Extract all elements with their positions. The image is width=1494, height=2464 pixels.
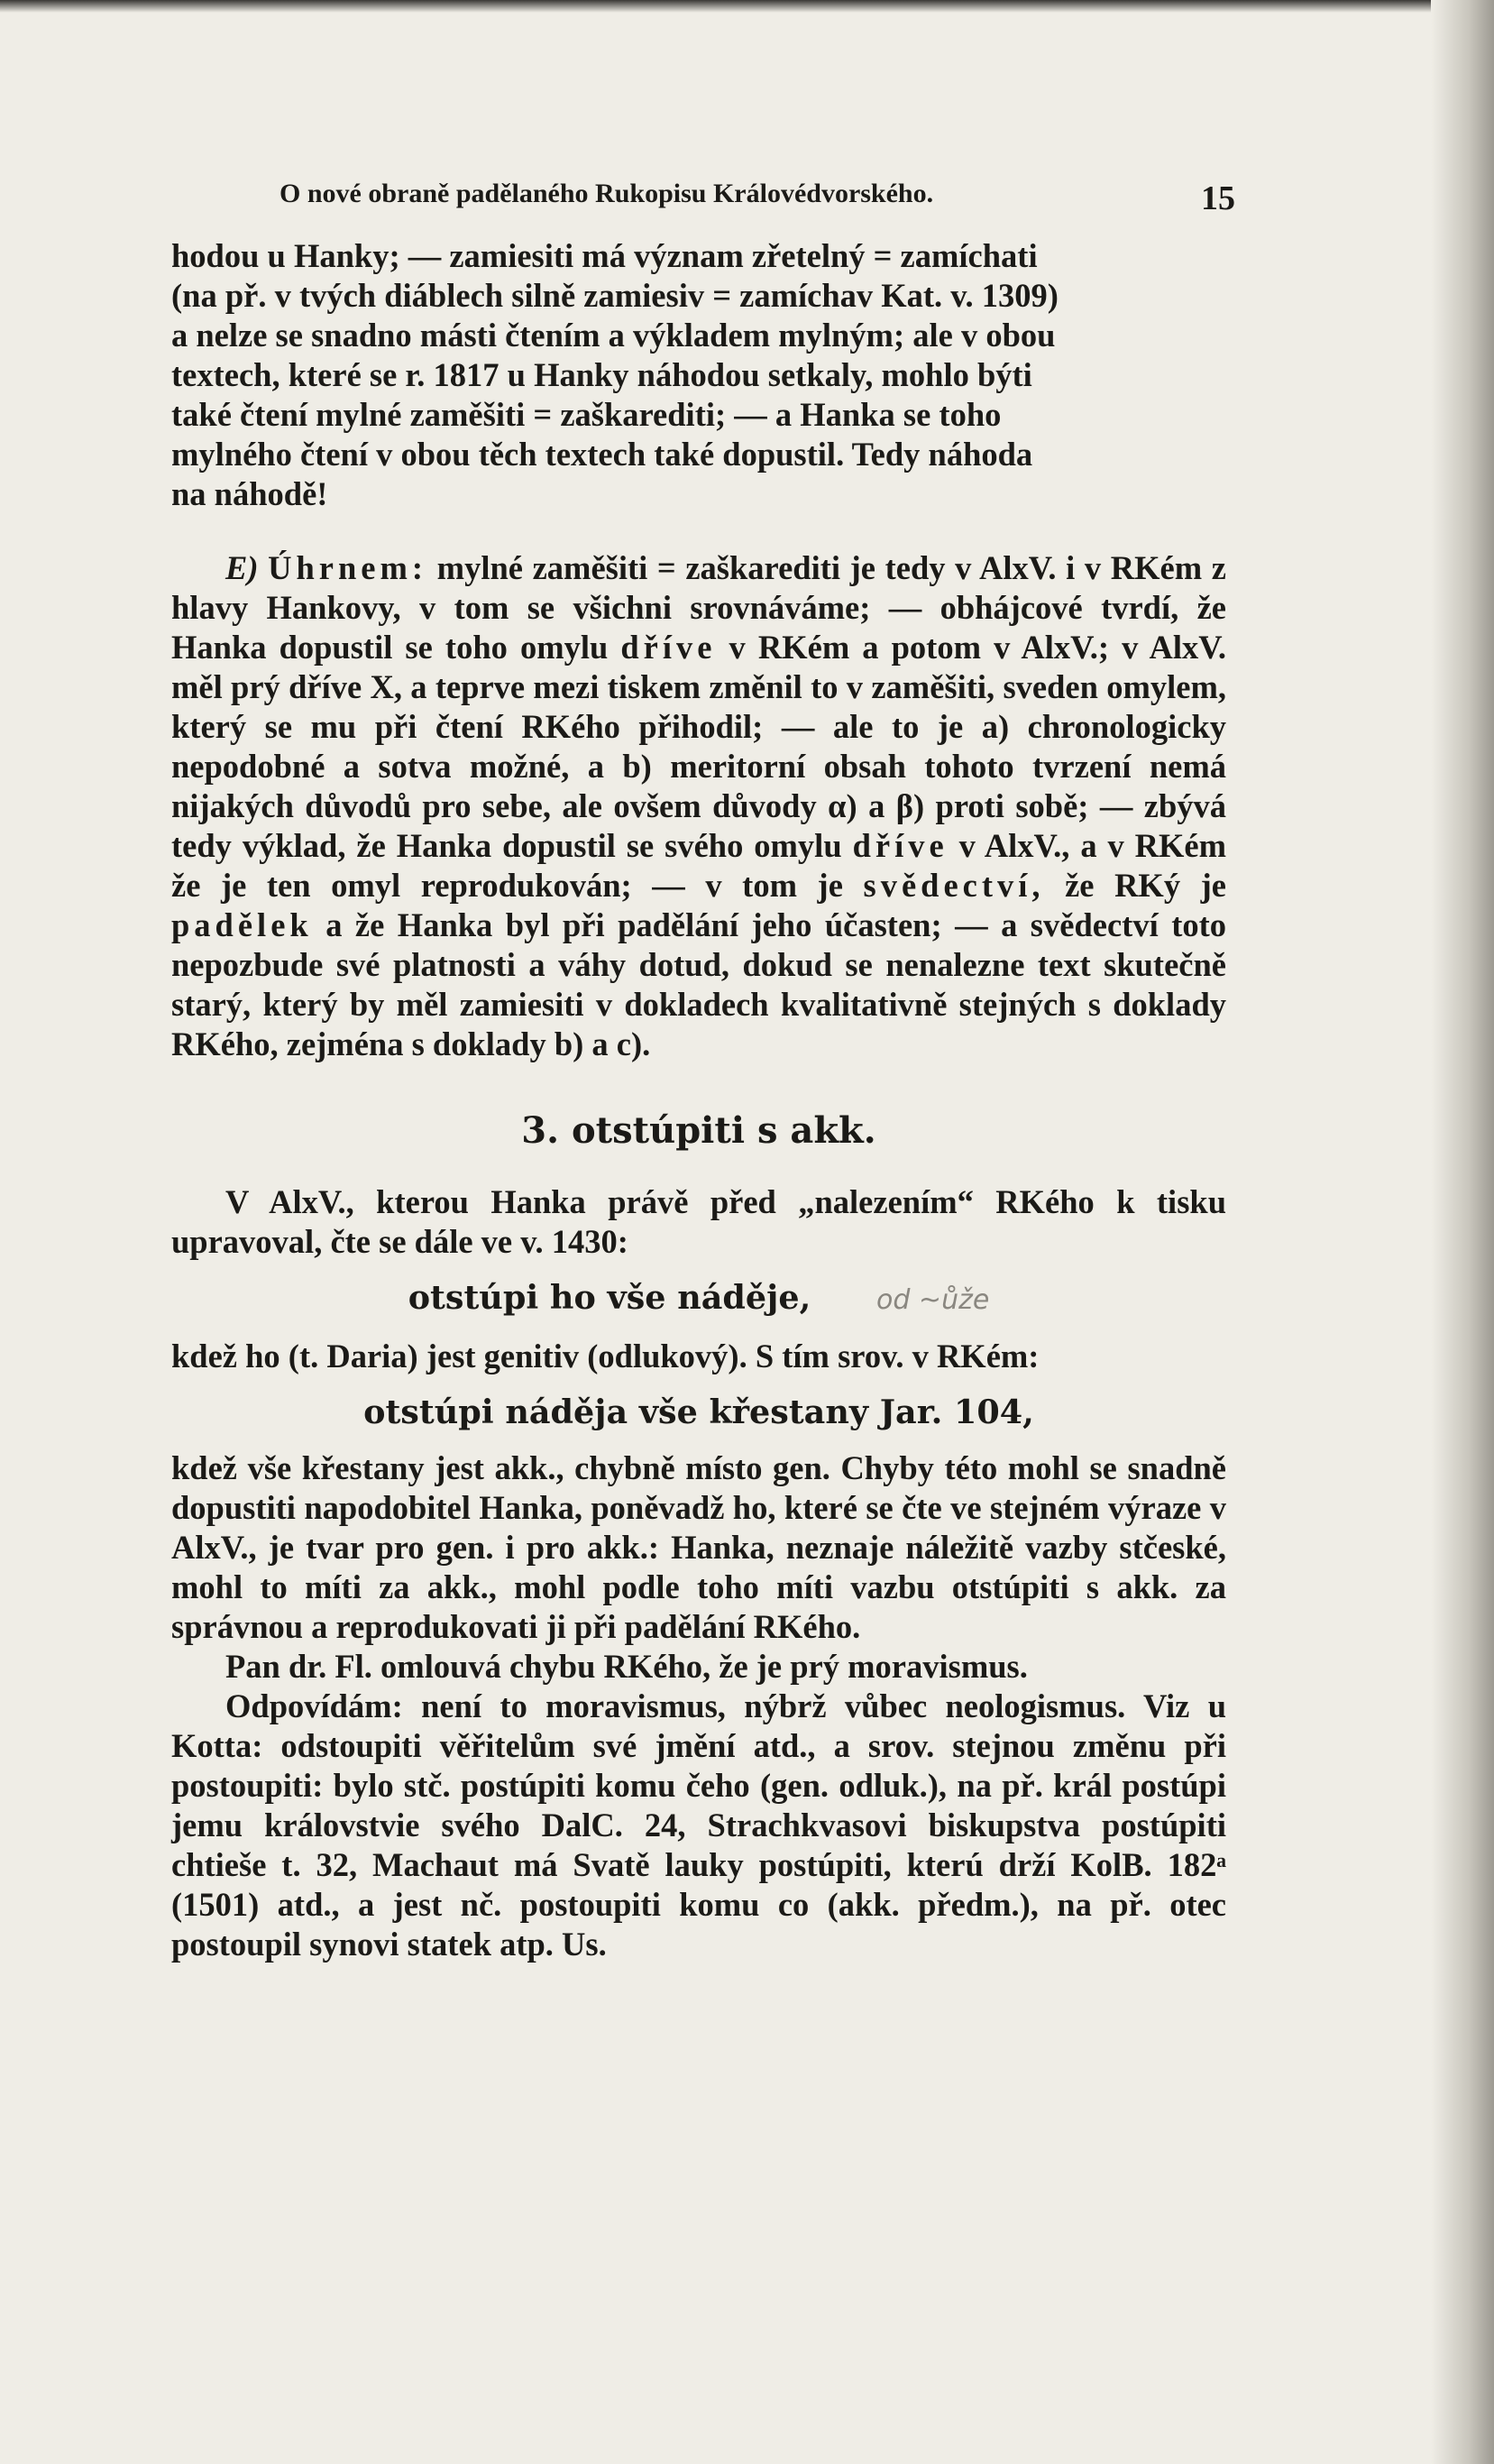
summary-spaced-heading: Úhrnem: [268, 549, 428, 586]
line: hodou u Hanky; — zamiesiti má význam zřetelný = zamíchati [171, 237, 1038, 274]
spaced-word: dříve [852, 827, 949, 864]
paragraph-4: kdež ho (t. Daria) jest genitiv (odlukový). S tím srov. v RKém: [171, 1338, 1040, 1375]
spaced-word: padělek [171, 906, 313, 943]
line: a nelze se snadno másti čtením a výkladem mylným; ale v obou [171, 317, 1056, 354]
book-page [171, 171, 1235, 1964]
line: mylného čtení v obou těch textech také dopustil. Tedy náhoda [171, 436, 1033, 473]
summary-text: mylné zaměšiti = zaškarediti je tedy v AlxV. i v RKém z hlavy Hankovy, v tom se všichni srovnáváme; — obhájcové tvrdí, že Hanka dopustil se toho omylu [171, 549, 1226, 666]
scan-edge-top [0, 0, 1494, 13]
running-header [171, 171, 1235, 217]
summary-text: a že Hanka byl při padělání jeho účasten; — a svědectví toto nepozbude své platnosti a váhy dotud, dokud se nenalezne text skutečně starý, který by měl zamiesiti v dokladech kvalitativně stejných s doklady RKého, zejména s doklady b) a c). [171, 906, 1226, 1062]
spaced-word: dříve [620, 629, 717, 666]
line: textech, které se r. 1817 u Hanky náhodou setkaly, mohlo býti [171, 356, 1032, 393]
paragraph-7: Odpovídám: není to moravismus, nýbrž vůbec neologismus. Viz u Kotta: odstoupiti věřitelům své jmění atd., a srov. stejnou změnu při postoupiti: bylo stč. postúpiti komu čeho (gen. odluk.), na př. král postúpi jemu královstvie svého DalC. 24, Strachkvasovi biskupstva postúpiti chtiešе t. 32, Machaut má Svatě lauky postúpiti, kterú drží KolB. 182ᵃ (1501) atd., a jest nč. postoupiti komu co (akk. předm.), na př. otec postoupil synovi statek atp. Us. [171, 1687, 1226, 1963]
quote-line-2: otstúpi náděja vše křestany Jar. 104, [363, 1393, 1034, 1431]
header-title: O nové obraně padělaného Rukopisu Královédvorského. [280, 179, 934, 208]
summary-text: že RKý je [1065, 867, 1226, 904]
summary-text: v AlxV., a v RKém že je ten omyl reprodukován; — v tom je [171, 827, 1227, 904]
paragraph-summary [171, 548, 1226, 1064]
page-number: 15 [1201, 179, 1235, 217]
line: na náhodě! [171, 475, 328, 512]
line: také čtení mylné zaměšiti = zaškarediti; — a Hanka se toho [171, 396, 1002, 433]
scan-edge-right [1431, 0, 1494, 2464]
paragraph-1 [171, 236, 1226, 514]
pencil-annotation: od ~ůže [876, 1284, 990, 1316]
paragraph-6: Pan dr. Fl. omlouvá chybu RKého, že je prý moravismus. [225, 1648, 1028, 1685]
line: (na př. v tvých diáblech silně zamiesiv = zamíchav Kat. v. 1309) [171, 277, 1059, 314]
paragraph-3: V AlxV., kterou Hanka právě před „nalezením“ RKého k tisku upravoval, čte se dále ve v. 1430: [171, 1183, 1226, 1260]
section-heading: 3. otstúpiti s akk. [521, 1109, 876, 1152]
summary-text: v RKém a potom v AlxV.; v AlxV. měl prý dříve X, a teprve mezi tiskem změnil to v zaměšiti, sveden omylem, který se mu při čtení RKého přihodil; — ale to je a) chronologicky nepodobné a sotva možné, a b) meritorní obsah tohoto tvrzení nemá nijakých důvodů pro sebe, ale ovšem důvody α) a β) proti sobě; — zbývá tedy výklad, že Hanka dopustil se svého omylu [171, 629, 1226, 864]
paragraph-5: kdež vše křestany jest akk., chybně místo gen. Chyby této mohl se snadně dopustiti napodobitel Hanka, poněvadž ho, které se čte ve stejném výraze v AlxV., je tvar pro gen. i pro akk.: Hanka, neznaje náležitě vazby stčeské, mohl to míti za akk., mohl podle toho míti vazbu otstúpiti s akk. za správnou a reprodukovati ji při padělání RKého. [171, 1449, 1226, 1645]
quote-line-1 [171, 1278, 1226, 1320]
quote-text: otstúpi ho vše náděje, [408, 1278, 811, 1317]
summary-label: E) [225, 549, 259, 586]
spaced-word: svědectví, [863, 867, 1045, 904]
